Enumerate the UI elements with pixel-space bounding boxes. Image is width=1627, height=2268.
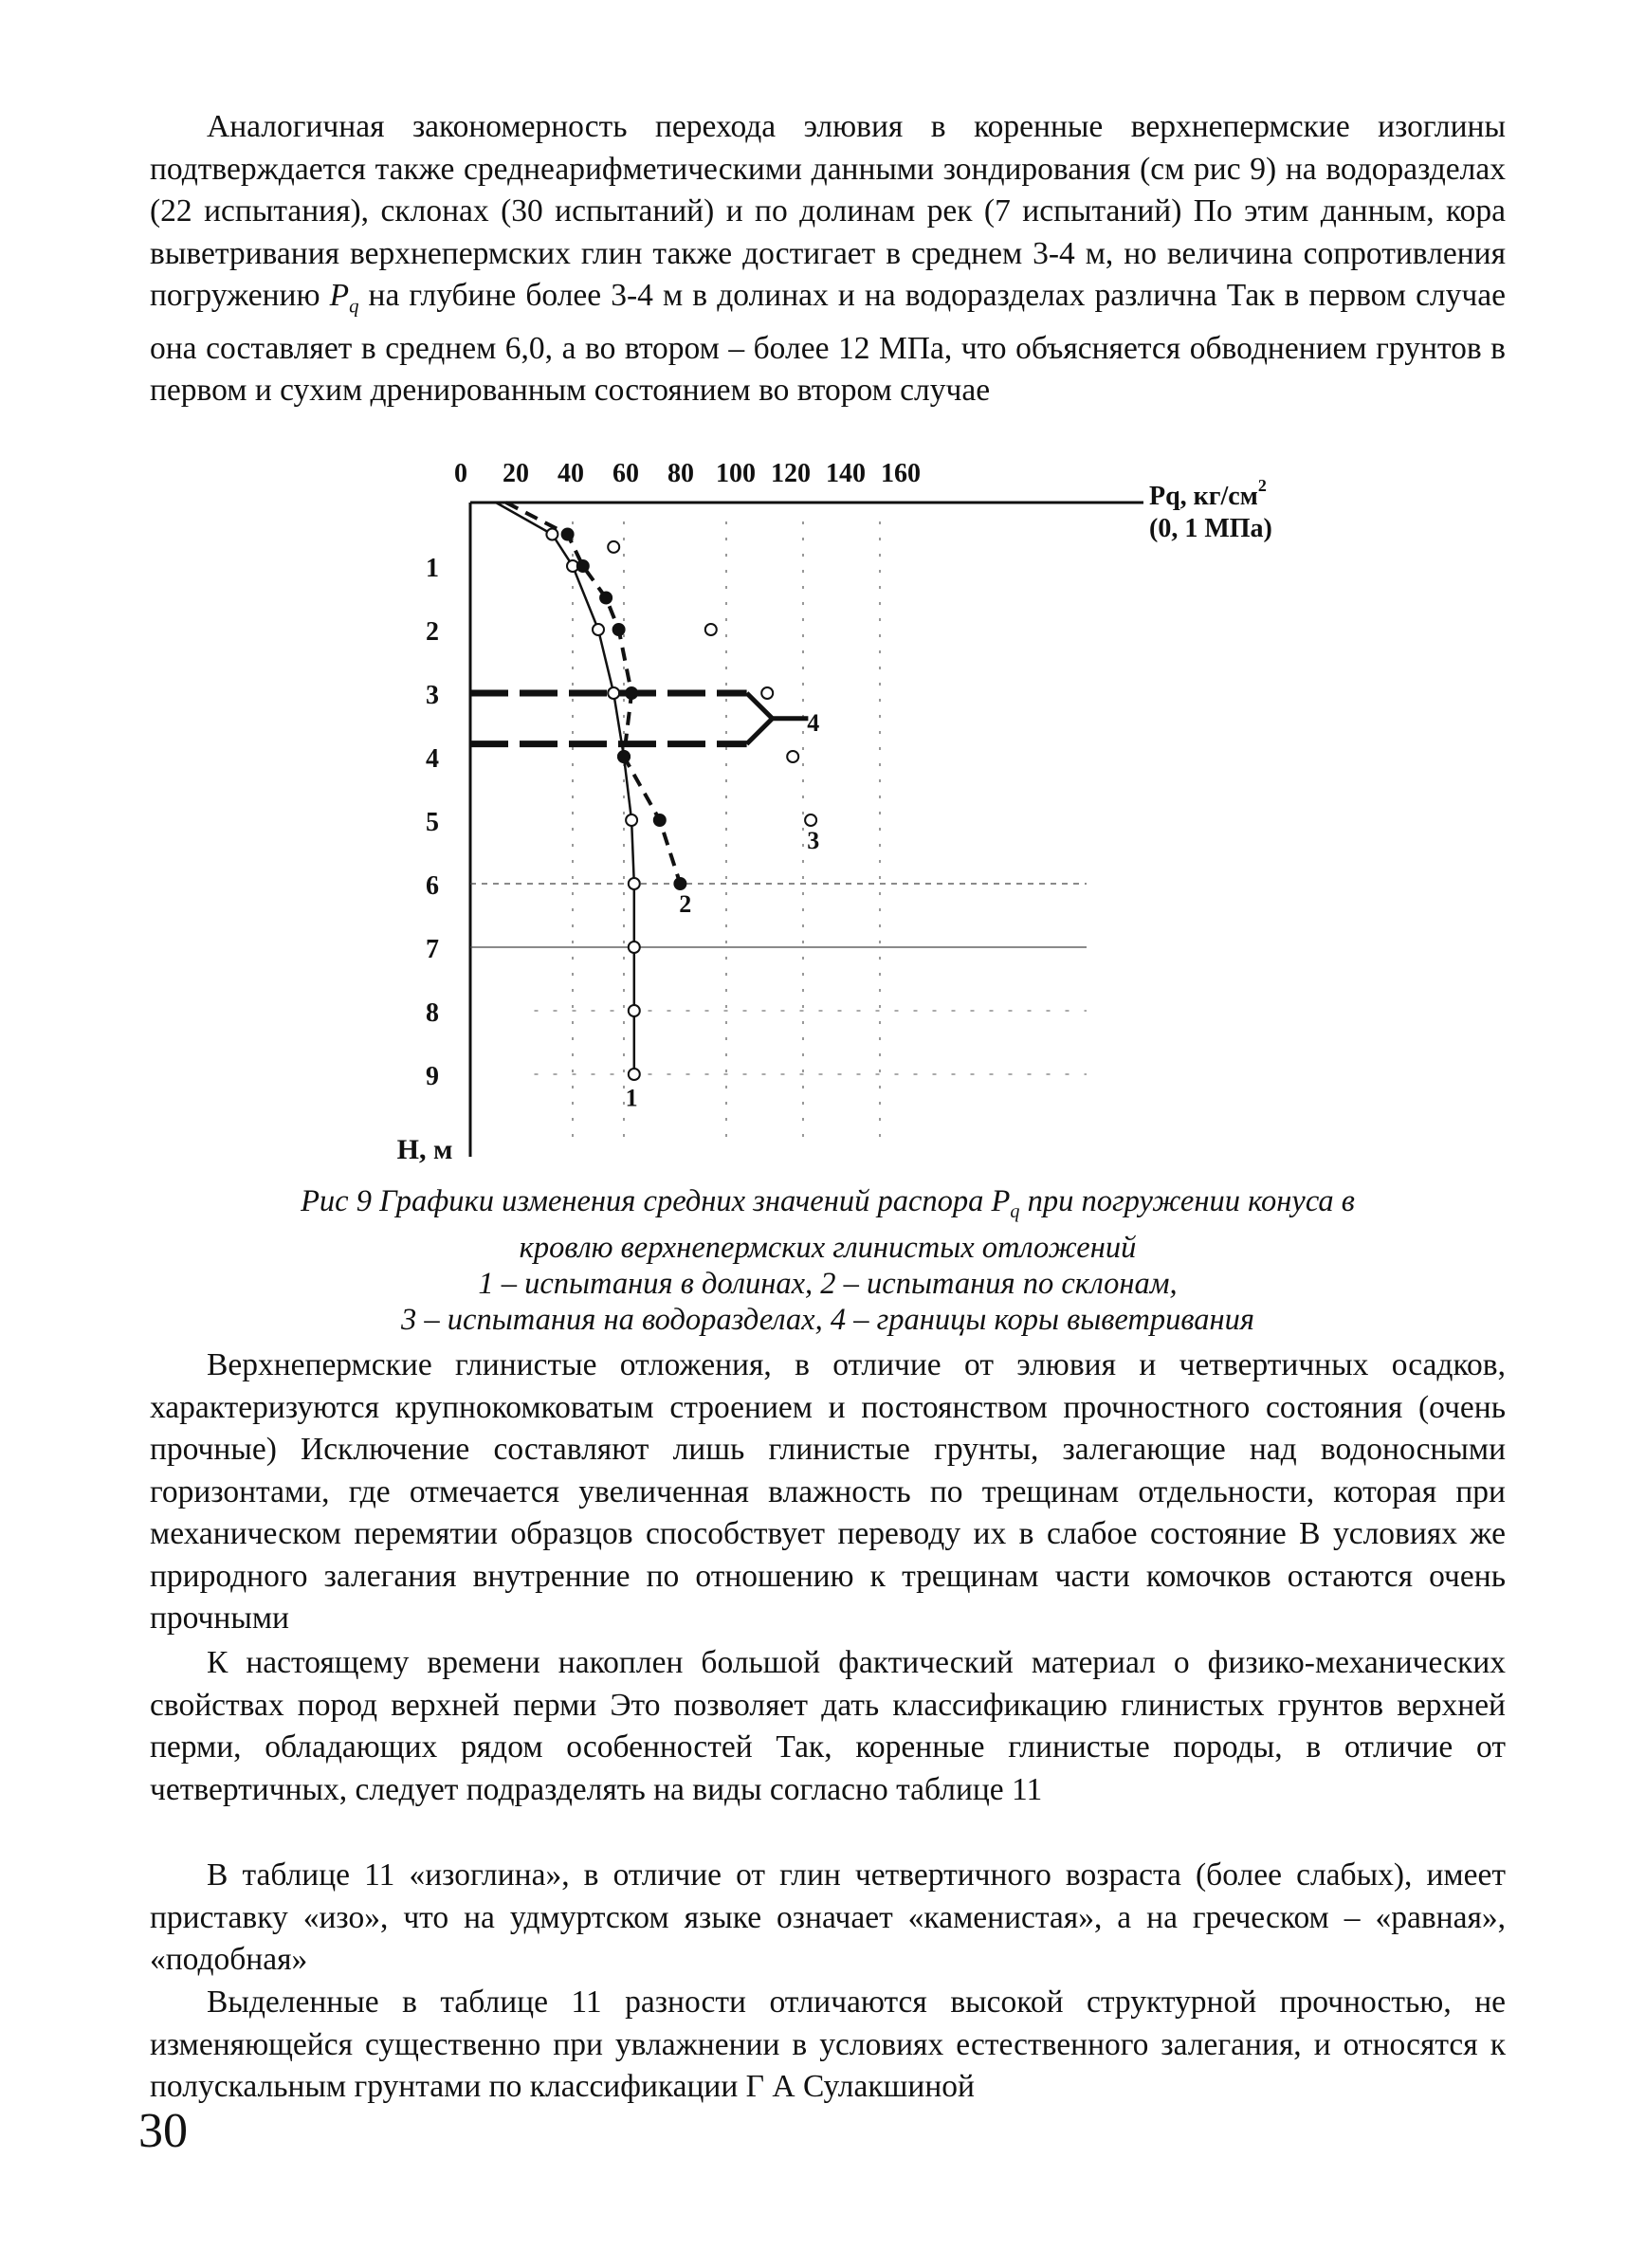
curve-label-2: 2 <box>679 890 692 919</box>
series-2-point <box>577 560 589 572</box>
x-tick-label: 80 <box>667 459 694 488</box>
x-tick-label: 40 <box>558 459 584 488</box>
caption-line-1: Рис 9 Графики изменения средних значений распора $P_q$ при погружении конуса в <box>301 1184 1355 1223</box>
series-2-point <box>674 878 686 889</box>
series-2-point <box>600 593 612 604</box>
y-tick-label: 1 <box>426 554 439 583</box>
series-1-point <box>629 878 640 889</box>
series-1-point <box>546 529 558 540</box>
series-2-point <box>654 814 666 826</box>
paragraph-4: В таблице 11 «изоглина», в отличие от глин четвертичного возраста (более слабых), имеет приставку «изо», что на удмуртском языке означает «каменистая», а на греческом – «равная», «подобная» <box>150 1857 1506 1977</box>
x-tick-label: 0 <box>454 459 467 488</box>
series-1-point <box>629 942 640 953</box>
pq-subscript: q <box>349 295 359 318</box>
caption-line-2: кровлю верхнепермских глинистых отложений <box>519 1231 1137 1266</box>
x-tick-label: 120 <box>771 459 811 488</box>
x-tick-label: 20 <box>503 459 529 488</box>
paragraph-1: Аналогичная закономерность перехода элювия в коренные верхнепермские изоглины подтверждается также среднеарифметическими данными зондирования (см рис 9) на водоразделах (22 испытания), склонах (30 испытаний) и по долинам рек (7 испытаний) По этим данным, кора выветривания верхнепермских глин также достигает в среднем 3-4 м, но величина сопротивления погружению $P_q$ на глубине более 3-4 м в долинах и на водоразделах различна Так в первом случае она составляет в среднем 6,0, а во втором – более 12 МПа, что объясняется обводнением грунтов в первом и сухим дренированным состоянием во втором случае <box>150 109 1506 409</box>
series-1-line <box>496 503 634 1074</box>
y-tick-label: 3 <box>426 681 439 710</box>
y-tick-label: 9 <box>426 1062 439 1091</box>
series-1-point <box>629 1005 640 1016</box>
x-tick-label: 140 <box>826 459 866 488</box>
figure-caption <box>150 1183 1506 1338</box>
y-tick-label: 7 <box>426 935 439 964</box>
paragraph-2: Верхнепермские глинистые отложения, в отличие от элювия и четвертичных осадков, характеризуются крупнокомковатым строением и постоянством прочностного состояния (очень прочные) Исключение составляют лишь глинистые грунты, залегающие над водоносными горизонтами, где отмечается увеличенная влажность по трещинам отдельности, которая при механическом перемятии образцов способствует переводу их в слабое состояние В условиях же природного залегания внутренние по отношению к трещинам части комочков остаются очень прочными <box>150 1347 1506 1636</box>
series-2-point <box>613 624 625 635</box>
y-tick-label: 8 <box>426 998 439 1028</box>
curve-label-3: 3 <box>807 827 820 855</box>
series-1-point <box>626 814 637 826</box>
paragraph-3: К настоящему времени накоплен большой фактический материал о физико-механических свойствах пород верхней перми Это позволяет дать классификацию глинистых грунтов верхней перми, обладающих рядом особенностей Так, коренные глинистые породы, в отличие от четвертичных, следует подразделять на виды согласно таблице 11 <box>150 1645 1506 1807</box>
curve-label-4: 4 <box>807 709 820 738</box>
y-tick-label: 4 <box>426 744 439 774</box>
pq-symbol: P <box>329 278 350 313</box>
series-1-point <box>629 1069 640 1080</box>
series-3-point <box>787 751 798 762</box>
series-3-point <box>608 541 619 553</box>
x-axis-label-units: (0, 1 МПа) <box>1149 514 1272 543</box>
series-2-point <box>562 529 574 540</box>
series-2-point <box>618 751 630 762</box>
series-3-point <box>805 814 816 826</box>
y-tick-label: 5 <box>426 808 439 837</box>
series-1-point <box>608 687 619 699</box>
series-3-point <box>705 624 717 635</box>
x-axis-label: Pq, $кг/см^2$ <box>1149 476 1267 511</box>
caption-line-4: 3 – испытания на водоразделах, 4 – границы коры выветривания <box>401 1303 1254 1338</box>
y-axis-label: Н, м <box>396 1134 453 1165</box>
x-tick-label: 100 <box>716 459 756 488</box>
caption-line-3: 1 – испытания в долинах, 2 – испытания по склонам, <box>478 1267 1178 1302</box>
x-tick-label: 160 <box>881 459 921 488</box>
x-tick-label: 60 <box>612 459 639 488</box>
series-1-point <box>593 624 604 635</box>
y-tick-label: 2 <box>426 617 439 647</box>
boundary-bracket <box>747 693 809 744</box>
series-3-point <box>761 687 773 699</box>
curve-label-1: 1 <box>625 1084 638 1112</box>
y-tick-label: 6 <box>426 871 439 901</box>
paragraph-5: Выделенные в таблице 11 разности отличаются высокой структурной прочностью, не изменяющейся существенно при увлажнении в условиях естественного залегания, и относятся к полускальным грунтами по классификации Г А Сулакшиной <box>150 1984 1506 2104</box>
page-number: 30 <box>138 2104 188 2158</box>
